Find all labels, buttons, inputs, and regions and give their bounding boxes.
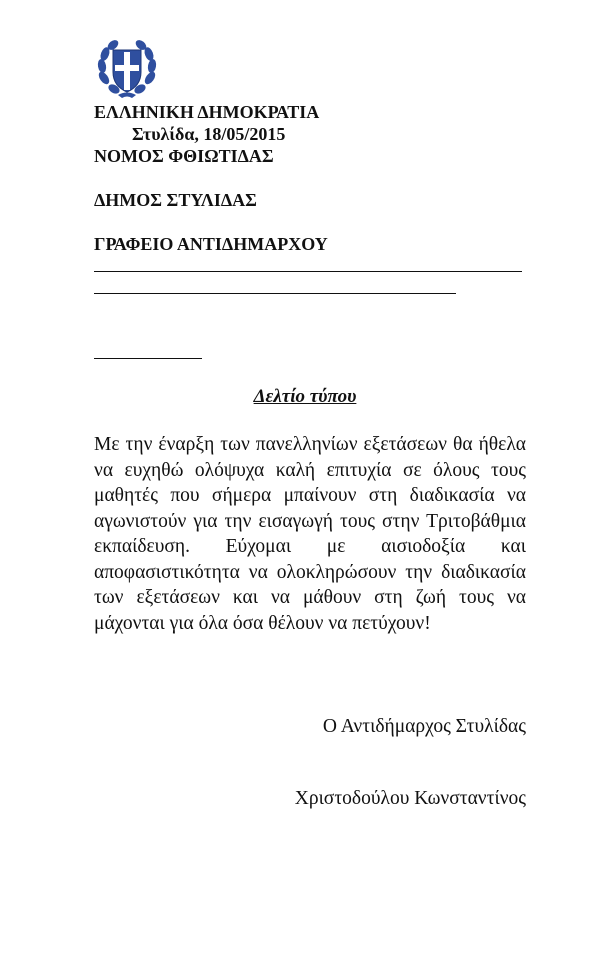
signature-name: Χριστοδούλου Κωνσταντίνος — [294, 788, 526, 809]
divider-line — [94, 293, 456, 294]
signature-role: Ο Αντιδήμαρχος Στυλίδας — [322, 716, 526, 737]
greek-coat-of-arms-icon — [96, 38, 158, 100]
document-title: Δελτίο τύπου — [253, 386, 357, 407]
header-office: ΓΡΑΦΕΙΟ ΑΝΤΙΔΗΜΑΡΧΟΥ — [94, 234, 328, 254]
header-place-date: Στυλίδα, 18/05/2015 — [132, 124, 286, 144]
divider-line — [94, 358, 202, 359]
body-paragraph: Με την έναρξη των πανελληνίων εξετάσεων θα ήθελα να ευχηθώ ολόψυχα καλή επιτυχία σε όλους τους μαθητές που σήμερα μπαίνουν στη διαδικασία να αγωνιστούν για την εισαγωγή τους στην Τριτοβάθμια εκπαίδευση. Εύχομαι με αισιοδοξία και αποφασιστικότητα να ολοκληρώσουν την διαδικασία των εξετάσεων και να μάθουν στη ζωή τους να μάχονται για όλα όσα θέλουν να πετύχουν! — [94, 434, 526, 634]
header-municipality: ΔΗΜΟΣ ΣΤΥΛΙΔΑΣ — [94, 190, 257, 210]
header-prefecture: ΝΟΜΟΣ ΦΘΙΩΤΙΔΑΣ — [94, 146, 274, 166]
header-republic: ΕΛΛΗΝΙΚΗ ΔΗΜΟΚΡΑΤΙΑ — [94, 102, 320, 122]
divider-line — [94, 271, 522, 272]
